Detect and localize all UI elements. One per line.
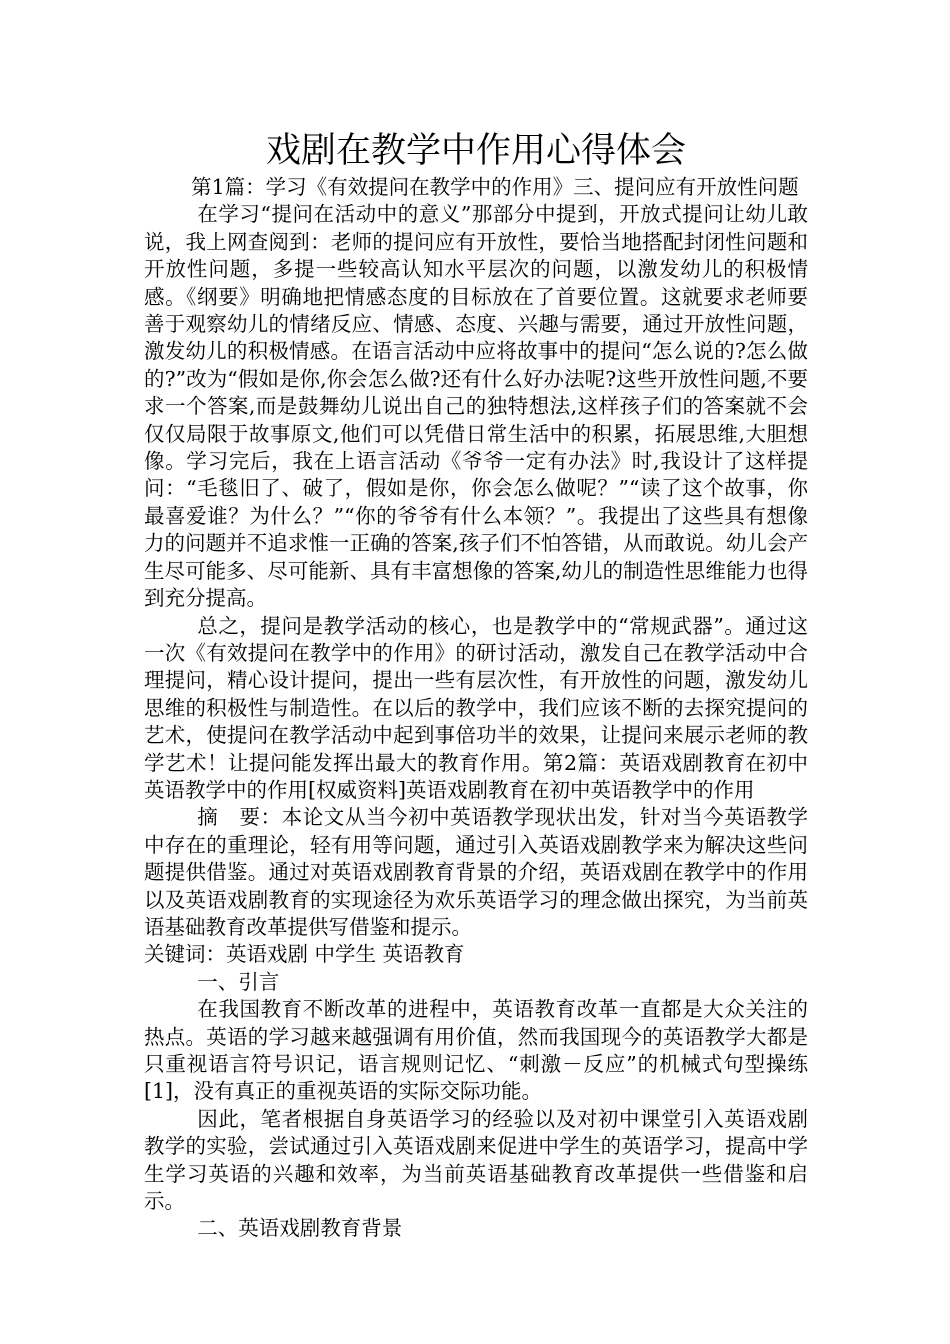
paragraph-summary: 总之，提问是教学活动的核心，也是教学中的“常规武器”。通过这一次《有效提问在教学中的作用》的研讨活动，激发自己在教学活动中合理提问，精心设计提问，提出一些有层次性，有开放性的问题，激发幼儿思维的积极性与制造性。在以后的教学中，我们应该不断的去探究提问的艺术，使提问在教学活动中起到事倍功半的效果，让提问来展示老师的教学艺术！让提问能发挥出最大的教育作用。第2篇：英语戏剧教育在初中英语教学中的作用[权威资料]英语戏剧教育在初中英语教学中的作用 xyxy=(144,613,808,802)
paragraph-heading-part1: 第1篇：学习《有效提问在教学中的作用》三、提问应有开放性问题 xyxy=(191,175,799,199)
paragraph-abstract: 摘 要：本论文从当今初中英语教学现状出发，针对当今英语教学中存在的重理论，轻有用等问题，通过引入英语戏剧教学来为解决这些问题提供借鉴。通过对英语戏剧教育背景的介绍，英语戏剧在教学中的作用以及英语戏剧教育的实现途径为欢乐英语学习的理念做出探究，为当前英语基础教育改革提供写借鉴和提示。 xyxy=(144,805,808,939)
document-page xyxy=(144,128,808,1243)
section-heading-background: 二、英语戏剧教育背景 xyxy=(197,1216,403,1241)
paragraph-therefore: 因此，笔者根据自身英语学习的经验以及对初中课堂引入英语戏剧教学的实验，尝试通过引入英语戏剧来促进中学生的英语学习，提高中学生学习英语的兴趣和效率，为当前英语基础教育改革提供一些借鉴和启示。 xyxy=(144,1106,808,1214)
paragraph-open-questions: 在学习“提问在活动中的意义”那部分中提到，开放式提问让幼儿敢说，我上网查阅到：老师的提问应有开放性，要恰当地搭配封闭性问题和开放性问题，多提一些较高认知水平层次的问题，以激发幼儿的积极情感。《纲要》明确地把情感态度的目标放在了首要位置。这就要求老师要善于观察幼儿的情绪反应、情感、态度、兴趣与需要，通过开放性问题，激发幼儿的积极情感。在语言活动中应将故事中的提问“怎么说的?怎么做的?”改为“假如是你,你会怎么做?还有什么好办法呢?这些开放性问题,不要求一个答案,而是鼓舞幼儿说出自己的独特想法,这样孩子们的答案就不会仅仅局限于故事原文,他们可以凭借日常生活中的积累，拓展思维,大胆想像。学习完后，我在上语言活动《爷爷一定有办法》时,我设计了这样提问：“毛毯旧了、破了，假如是你，你会怎么做呢？”“读了这个故事，你最喜爱谁？为什么？”“你的爷爷有什么本领？”。我提出了这些具有想像力的问题并不追求惟一正确的答案,孩子们不怕答错，从而敢说。幼儿会产生尽可能多、尽可能新、具有丰富想像的答案,幼儿的制造性思维能力也得到充分提高。 xyxy=(144,202,808,611)
document-body xyxy=(144,174,808,1243)
document-title: 戏剧在教学中作用心得体会 xyxy=(265,131,686,171)
section-heading-introduction: 一、引言 xyxy=(197,969,280,994)
paragraph-introduction: 在我国教育不断改革的进程中，英语教育改革一直都是大众关注的热点。英语的学习越来越强调有用价值，然而我国现今的英语教学大都是只重视语言符号识记，语言规则记忆、“刺激－反应”的机械式句型操练[1]，没有真正的重视英语的实际交际功能。 xyxy=(144,997,808,1104)
paragraph-keywords: 关键词：英语戏剧 中学生 英语教育 xyxy=(144,942,465,967)
